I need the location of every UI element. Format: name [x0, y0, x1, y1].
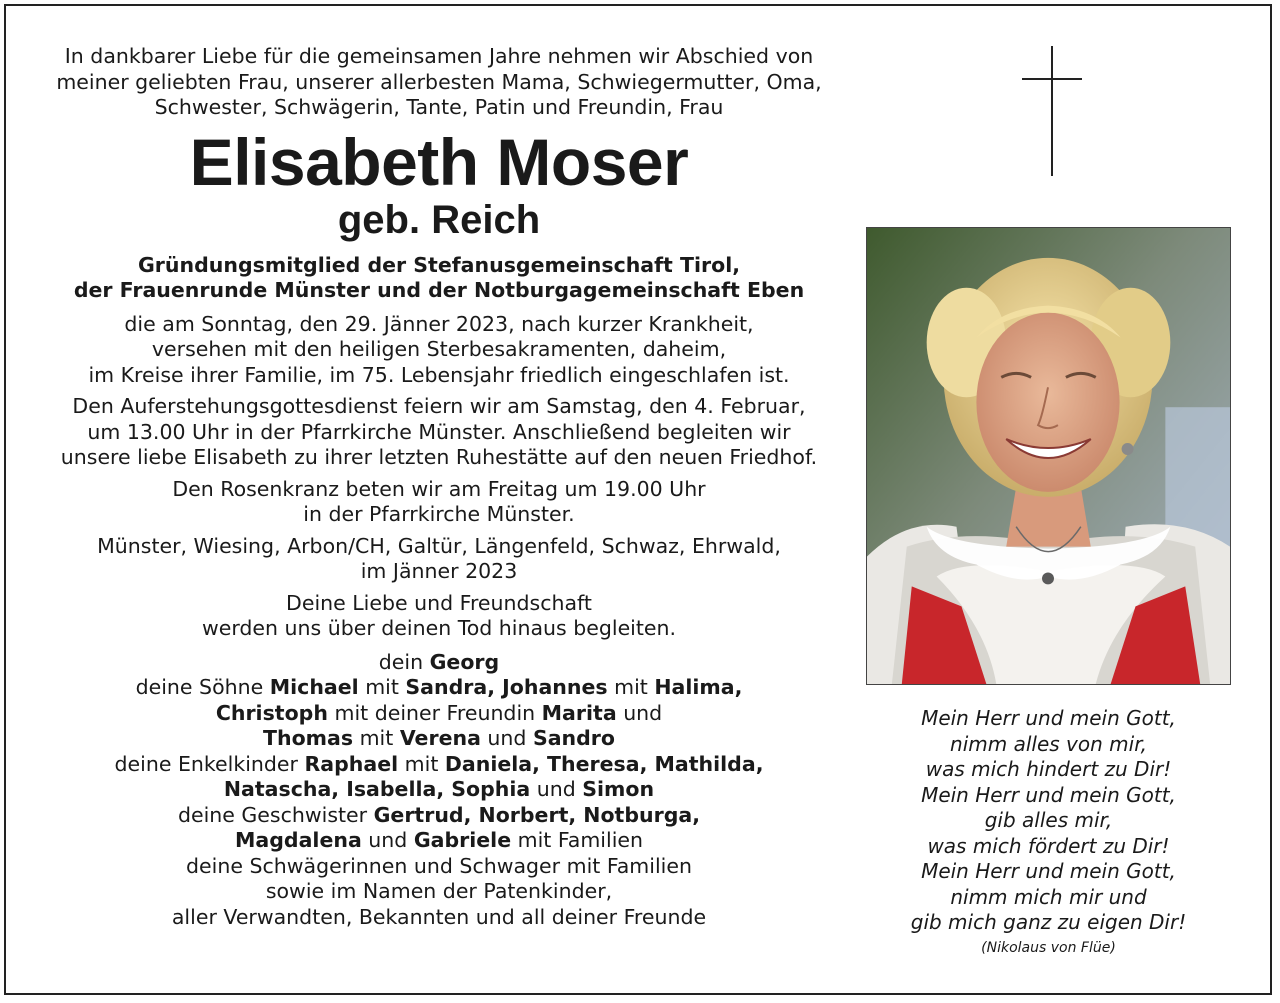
- mourner-text: und: [530, 777, 583, 801]
- rosary-line: Den Rosenkranz beten wir am Freitag um 19.00 Uhr: [172, 476, 706, 501]
- prayer-line: Mein Herr und mein Gott,: [921, 706, 1176, 730]
- memorial-quote: [34, 591, 844, 642]
- funeral-line: Den Auferstehungsgottesdienst feiern wir am Samstag, den 4. Februar,: [72, 394, 806, 418]
- mourner-siblings: [34, 803, 844, 829]
- mourner-name: Natascha, Isabella, Sophia: [223, 777, 531, 801]
- mourner-name: Sandro: [532, 726, 615, 750]
- intro-line: meiner geliebten Frau, unserer allerbesten Mama, Schwiegermutter, Oma,: [56, 69, 822, 94]
- mourner-name: Christoph: [215, 700, 328, 725]
- mourner-text: mit: [358, 675, 406, 699]
- mourner-name: Daniela, Theresa, Mathilda,: [444, 751, 764, 776]
- mourner-grandchildren: [34, 752, 844, 778]
- date-line: im Jänner 2023: [360, 559, 518, 583]
- mourner-name: Halima,: [654, 675, 743, 699]
- mourner-siblings: [34, 828, 844, 854]
- mourner-sons: [34, 726, 844, 752]
- mourner-name: Thomas: [263, 726, 354, 750]
- deceased-name: Elisabeth Moser: [189, 124, 689, 199]
- mourner-name: Verena: [399, 726, 481, 750]
- memberships: [34, 253, 844, 304]
- prayer-line: Mein Herr und mein Gott,: [921, 859, 1176, 883]
- mourner-text: deine Geschwister: [177, 802, 374, 827]
- funeral-notice: [34, 394, 844, 471]
- prayer-line: nimm mich mir und: [950, 884, 1147, 909]
- quote-line: werden uns über deinen Tod hinaus begleiten.: [201, 616, 677, 640]
- place-date: [34, 534, 844, 585]
- mourner-name: Gabriele: [413, 828, 512, 852]
- mourner-name: Georg: [429, 649, 500, 674]
- mourner-text: und: [480, 726, 533, 750]
- mourner-text: mit: [353, 726, 400, 750]
- mourner-name: Simon: [582, 777, 655, 801]
- mourner-text: mit Familien: [511, 828, 643, 852]
- prayer-text: [866, 706, 1231, 960]
- mourner-text: dein: [378, 649, 430, 674]
- prayer-line: was mich fördert zu Dir!: [927, 833, 1170, 858]
- quote-line: Deine Liebe und Freundschaft: [286, 590, 592, 615]
- mourner-name: Magdalena: [235, 828, 362, 852]
- mourner-husband: [34, 650, 844, 676]
- obituary-frame: [4, 4, 1272, 995]
- mourner-text: mit: [398, 751, 445, 776]
- intro-text: [34, 44, 844, 121]
- death-line: die am Sonntag, den 29. Jänner 2023, nach kurzer Krankheit,: [124, 311, 754, 336]
- membership-line: der Frauenrunde Münster und der Notburgagemeinschaft Eben: [73, 278, 805, 302]
- mourner-sons: [34, 675, 844, 701]
- prayer-line: gib alles mir,: [984, 808, 1113, 832]
- intro-line: Schwester, Schwägerin, Tante, Patin und Freundin, Frau: [154, 95, 724, 119]
- mourner-name: Gertrud, Norbert, Notburga,: [373, 802, 701, 827]
- mourner-text: deine Enkelkinder: [114, 751, 305, 776]
- prayer-source: (Nikolaus von Flüe): [981, 939, 1116, 956]
- death-line: versehen mit den heiligen Sterbesakramenten, daheim,: [151, 337, 727, 361]
- cross-horizontal: [1022, 78, 1082, 80]
- funeral-line: unsere liebe Elisabeth zu ihrer letzten Ruhestätte auf den neuen Friedhof.: [60, 445, 818, 469]
- portrait-photo: [866, 227, 1231, 685]
- mourner-text: mit: [607, 675, 655, 699]
- rosary-notice: [34, 477, 844, 528]
- mourner-name: Michael: [269, 675, 359, 699]
- prayer-line: gib mich ganz zu eigen Dir!: [910, 910, 1187, 934]
- maiden-name: geb. Reich: [337, 197, 541, 242]
- funeral-line: um 13.00 Uhr in der Pfarrkirche Münster. Anschließend begleiten wir: [87, 419, 791, 444]
- prayer-line: nimm alles von mir,: [950, 731, 1147, 756]
- mourner-name: Sandra, Johannes: [405, 675, 608, 699]
- mourner-grandchildren: [34, 777, 844, 803]
- portrait-illustration: [867, 228, 1230, 684]
- obituary-text-column: [34, 44, 844, 930]
- place-line: Münster, Wiesing, Arbon/CH, Galtür, Längenfeld, Schwaz, Ehrwald,: [97, 533, 781, 558]
- intro-line: In dankbarer Liebe für die gemeinsamen Jahre nehmen wir Abschied von: [64, 44, 814, 68]
- death-line: im Kreise ihrer Familie, im 75. Lebensjahr friedlich eingeschlafen ist.: [88, 362, 790, 387]
- mourner-name: Marita: [541, 700, 617, 725]
- mourner-text: und: [361, 828, 414, 852]
- mourner-sons: [34, 701, 844, 727]
- mourner-inlaws: deine Schwägerinnen und Schwager mit Familien: [186, 853, 692, 878]
- mourners-list: [34, 650, 844, 931]
- prayer-line: was mich hindert zu Dir!: [925, 757, 1172, 781]
- mourner-text: mit deiner Freundin: [327, 700, 542, 725]
- mourner-relatives: aller Verwandten, Bekannten und all deiner Freunde: [171, 904, 707, 929]
- mourner-name: Raphael: [304, 751, 399, 776]
- mourner-text: und: [616, 700, 663, 725]
- cross-icon: [1022, 46, 1082, 176]
- prayer-line: Mein Herr und mein Gott,: [921, 782, 1176, 807]
- rosary-line: in der Pfarrkirche Münster.: [303, 502, 575, 526]
- mourner-text: deine Söhne: [135, 675, 270, 699]
- death-notice: [34, 312, 844, 389]
- membership-line: Gründungsmitglied der Stefanusgemeinschaft Tirol,: [137, 252, 741, 277]
- cross-vertical: [1051, 46, 1053, 176]
- mourner-godchildren: sowie im Namen der Patenkinder,: [265, 879, 613, 903]
